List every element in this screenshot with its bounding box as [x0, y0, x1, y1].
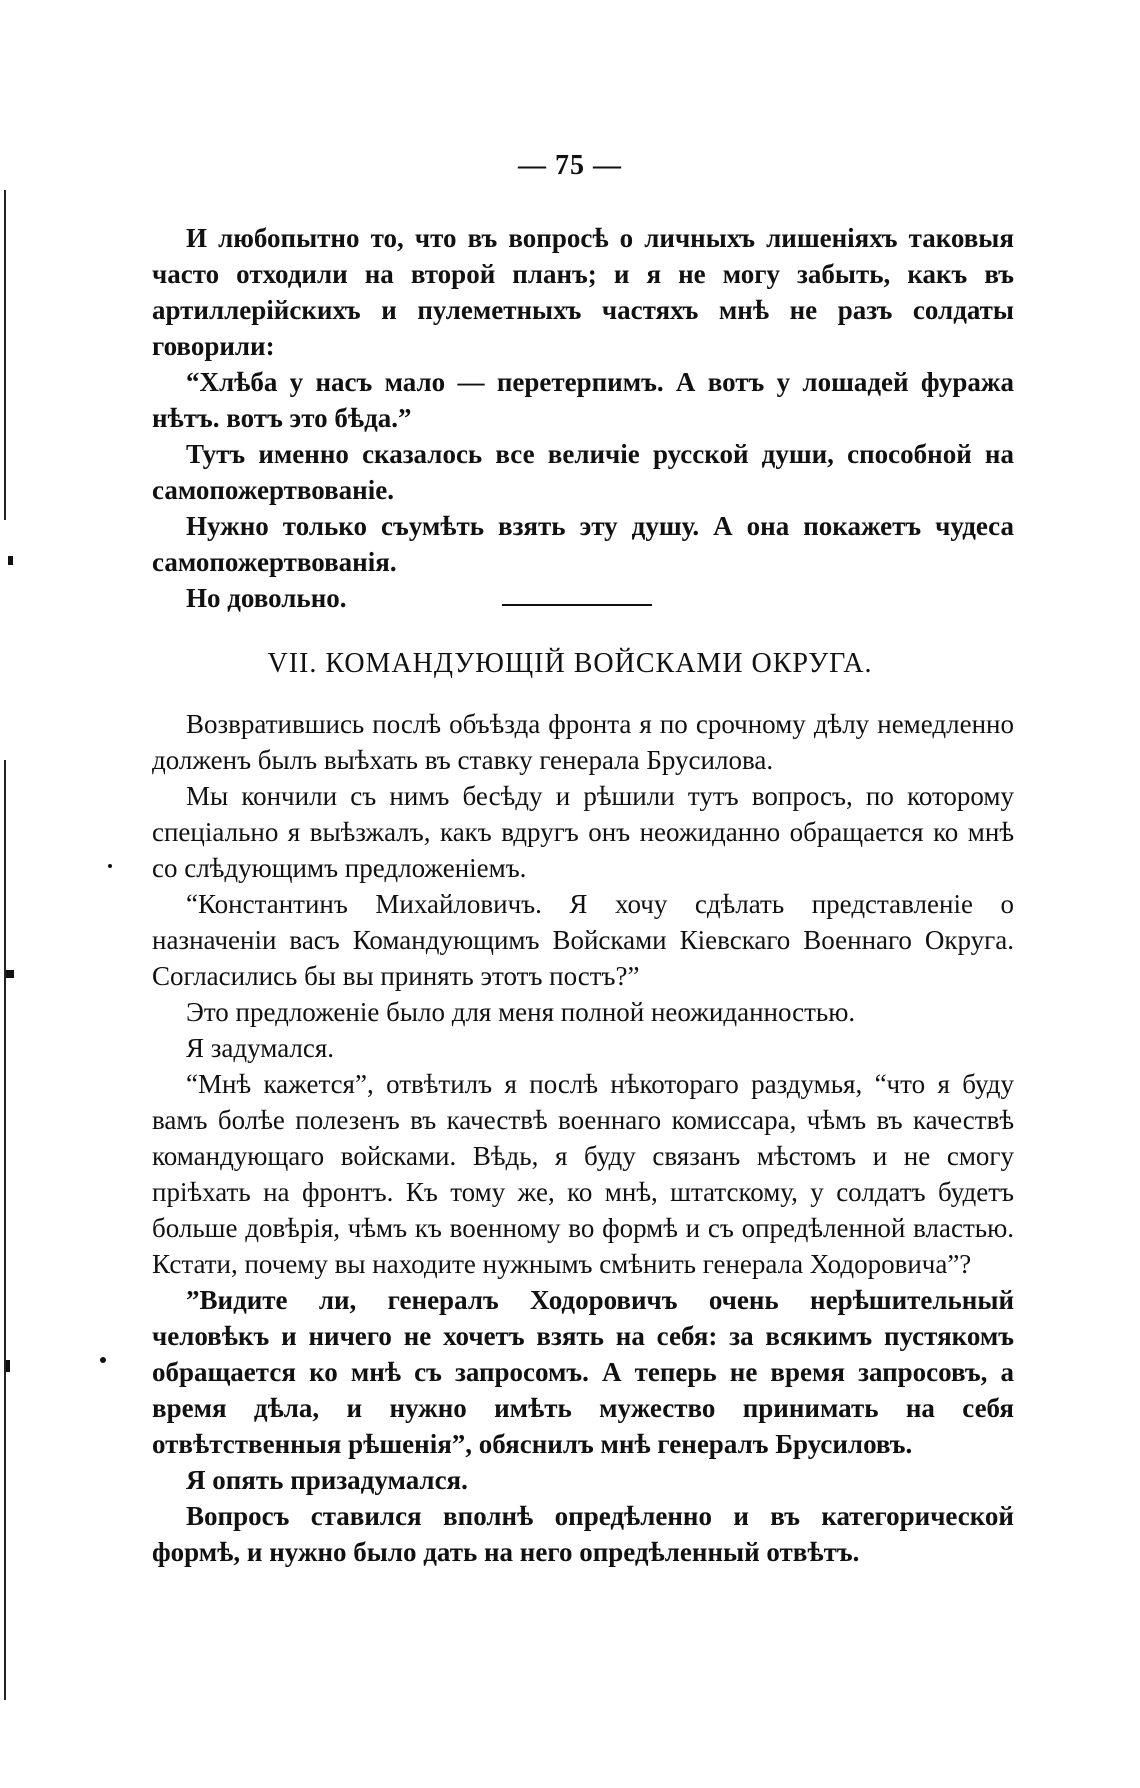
- paragraph: Я опять призадумался.: [186, 1465, 468, 1495]
- margin-mark: [100, 1357, 106, 1363]
- paragraph: “Хлѣба у насъ мало — перетерпимъ. А вотъ у лошадей фуража нѣтъ. вотъ это бѣда.”: [152, 367, 1014, 433]
- page-number: — 75 —: [518, 150, 622, 181]
- bottom-text-block: [152, 706, 1014, 1570]
- margin-mark: [6, 1360, 10, 1372]
- page-edge-line-upper: [4, 190, 6, 520]
- paragraph: “Константинъ Михайловичъ. Я хочу сдѣлать представленіе о назначеніи васъ Командующимъ Войсками Кіевскаго Военнаго Округа. Согласились бы вы принять этотъ постъ?”: [152, 889, 1014, 991]
- paragraph: Тутъ именно сказалось все величіе русской души, способной на самопожертвованіе.: [152, 439, 1014, 505]
- paragraph: Мы кончили съ нимъ бесѣду и рѣшили тутъ вопросъ, по которому спеціально я выѣзжалъ, какъ вдругъ онъ неожиданно обращается ко мнѣ со слѣдующимъ предложеніемъ.: [152, 781, 1014, 883]
- margin-mark: [8, 556, 13, 565]
- page-edge-line-lower: [4, 760, 6, 1700]
- section-heading: VII. КОМАНДУЮЩІЙ ВОЙСКАМИ ОКРУГА.: [267, 648, 873, 679]
- paragraph: Но довольно.: [186, 583, 347, 613]
- margin-mark: [6, 970, 14, 978]
- paragraph: Нужно только съумѣть взять эту душу. А она покажетъ чудеса самопожертвованія.: [152, 511, 1014, 577]
- paragraph: ”Видите ли, генералъ Ходоровичъ очень нерѣшительный человѣкъ и ничего не хочетъ взять на себя: за всякимъ пустякомъ обращается ко мнѣ съ запросомъ. А теперь не время запросовъ, а время дѣла, и нужно имѣть мужество принимать на себя отвѣтственныя рѣшенія”, обяснилъ мнѣ генералъ Брусиловъ.: [152, 1285, 1014, 1459]
- margin-mark: [108, 864, 112, 868]
- paragraph: “Мнѣ кажется”, отвѣтилъ я послѣ нѣкотораго раздумья, “что я буду вамъ болѣе полезенъ въ качествѣ военнаго комиссара, чѣмъ въ качествѣ командующаго войсками. Вѣдь, я буду связанъ мѣстомъ и не смогу пріѣхать на фронтъ. Къ тому же, ко мнѣ, штатскому, у солдатъ будетъ больше довѣрія, чѣмъ къ военному во формѣ и съ опредѣленной властью. Кстати, почему вы находите нужнымъ смѣнить генерала Ходоровича”?: [152, 1069, 1014, 1279]
- paragraph: Вопросъ ставился вполнѣ опредѣленно и въ категорической формѣ, и нужно было дать на него опредѣленный отвѣтъ.: [152, 1501, 1014, 1567]
- paragraph: Это предложеніе было для меня полной неожиданностью.: [186, 997, 856, 1027]
- top-text-block: [152, 220, 1014, 616]
- paragraph: Я задумался.: [186, 1033, 335, 1063]
- paragraph: И любопытно то, что въ вопросѣ о личныхъ лишеніяхъ таковыя часто отходили на второй планъ; и я не могу забыть, какъ въ артиллерійскихъ и пулеметныхъ частяхъ мнѣ не разъ солдаты говорили:: [152, 223, 1014, 361]
- section-divider: [502, 604, 652, 606]
- paragraph: Возвратившись послѣ объѣзда фронта я по срочному дѣлу немедленно долженъ былъ выѣхать въ ставку генерала Брусилова.: [152, 709, 1014, 775]
